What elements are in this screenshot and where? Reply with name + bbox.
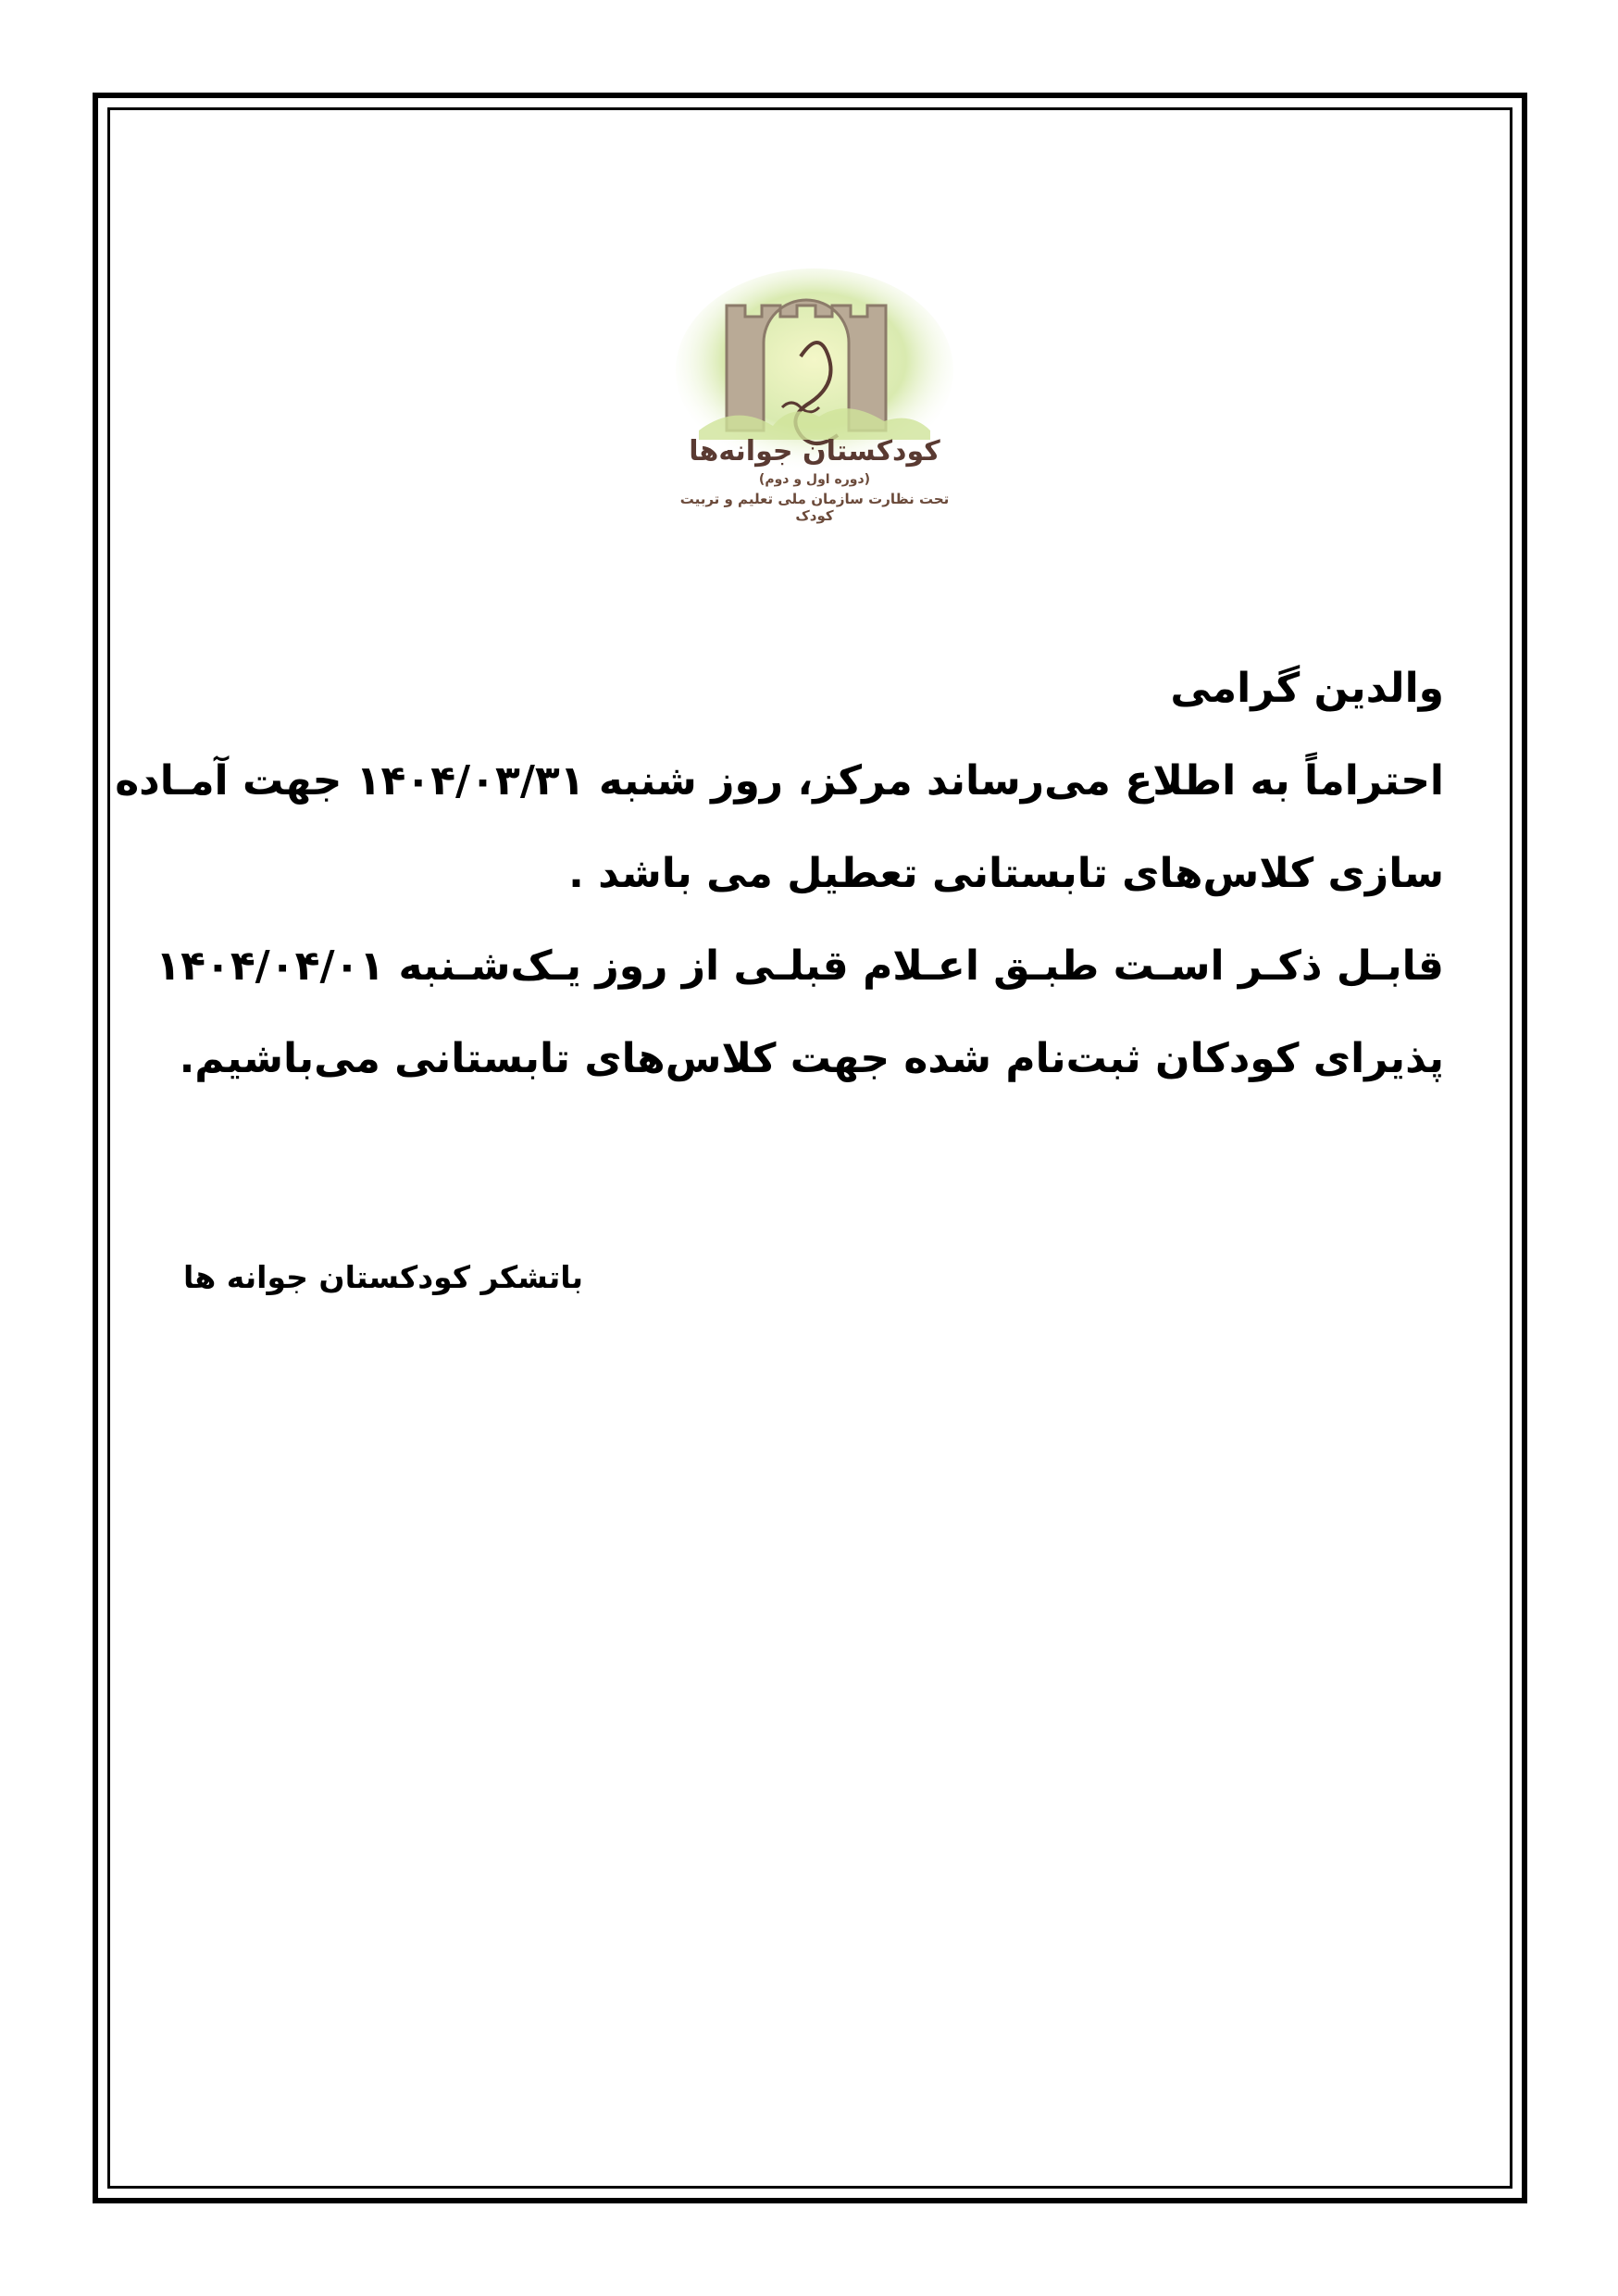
logo-period: (دوره اول و دوم): [758, 472, 871, 487]
letter-line: قابـل ذکـر اسـت طبـق اعـلام قبلـی از روز یـک‌شـنبه ۱۴۰۴/۰۴/۰۱: [156, 942, 1444, 990]
letter-line: احتراماً به اطلاع می‌رساند مرکز، روز شنبه ۱۴۰۴/۰۳/۳۱ جهت آمـاده: [115, 757, 1444, 805]
letter-greeting: والدین گرامی: [1170, 665, 1444, 712]
kindergarten-logo: [662, 268, 967, 524]
letter-signoff: باتشکر کودکستان جوانه ها: [182, 1259, 583, 1295]
logo-note: تحت نظارت سازمان ملی تعلیم و تربیت کودک: [679, 491, 950, 524]
logo-name: کودکستان جوانه‌ها: [689, 435, 940, 468]
letter-line: پذیرای کودکان ثبت‌نام شده جهت کلاس‌های تابستانی می‌باشیم.: [179, 1035, 1444, 1082]
letter-line: سازی کلاس‌های تابستانی تعطیل می باشد .: [568, 850, 1444, 897]
